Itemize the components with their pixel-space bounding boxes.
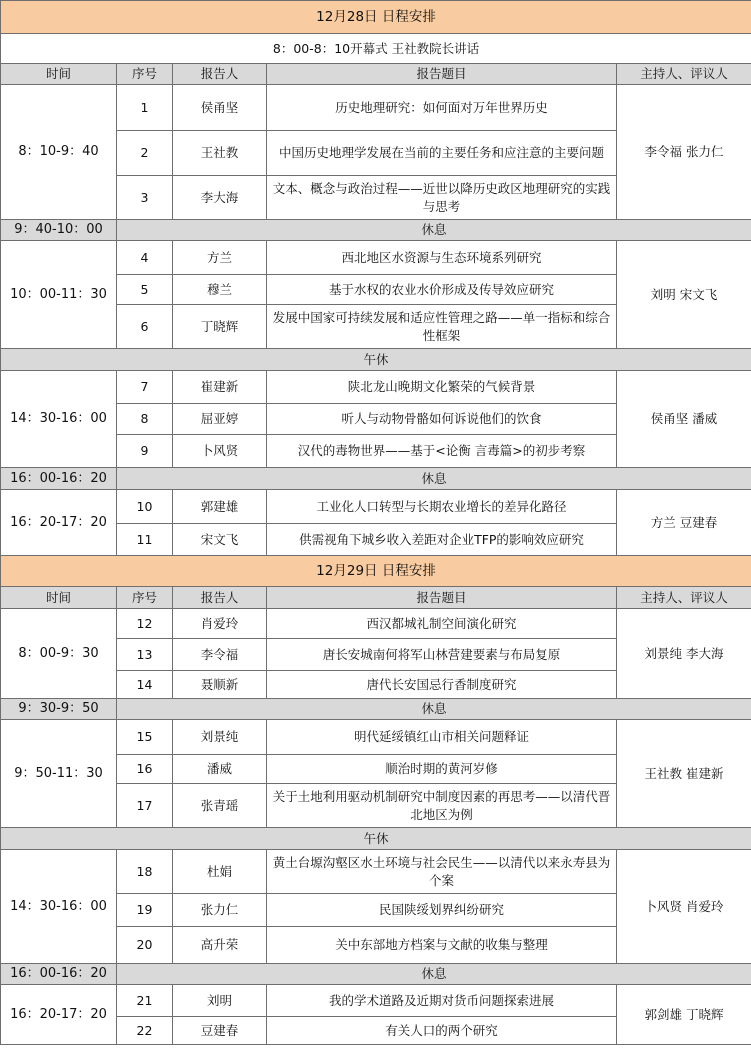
talk-speaker: 张力仁 [173, 894, 267, 927]
talk-topic: 黄土台塬沟壑区水土环境与社会民生——以清代以来永寿县为个案 [267, 850, 617, 894]
session-time: 8：00-9：30 [1, 609, 117, 699]
talk-speaker: 方兰 [173, 241, 267, 275]
talk-topic: 文本、概念与政治过程——近世以降历史政区地理研究的实践与思考 [267, 176, 617, 220]
session-host: 侯甬坚 潘威 [617, 371, 751, 468]
talk-no: 7 [117, 371, 173, 404]
session-host: 李令福 张力仁 [617, 85, 751, 220]
session-time: 9：50-11：30 [1, 720, 117, 828]
talk-topic: 我的学术道路及近期对货币问题探索进展 [267, 985, 617, 1017]
break-time: 9：40-10：00 [1, 220, 117, 241]
talk-topic: 明代延绥镇红山市相关问题释证 [267, 720, 617, 755]
break-row [1, 964, 751, 985]
break-label: 休息 [117, 220, 751, 241]
talk-topic: 关中东部地方档案与文献的收集与整理 [267, 927, 617, 964]
break-row [1, 699, 751, 720]
session-host: 方兰 豆建春 [617, 490, 751, 556]
talk-speaker: 穆兰 [173, 275, 267, 305]
talk-speaker: 侯甬坚 [173, 85, 267, 131]
talk-no: 18 [117, 850, 173, 894]
session-host: 卜风贤 肖爱玲 [617, 850, 751, 964]
table-row [1, 490, 751, 524]
talk-no: 10 [117, 490, 173, 524]
table-row [1, 985, 751, 1017]
table-row [1, 609, 751, 639]
talk-topic: 民国陕绥划界纠纷研究 [267, 894, 617, 927]
header-topic: 报告题目 [267, 587, 617, 609]
talk-speaker: 张青瑶 [173, 784, 267, 828]
talk-no: 17 [117, 784, 173, 828]
talk-topic: 西北地区水资源与生态环境系列研究 [267, 241, 617, 275]
talk-speaker: 卜风贤 [173, 435, 267, 468]
talk-topic: 唐代长安国忌行香制度研究 [267, 671, 617, 699]
talk-no: 20 [117, 927, 173, 964]
talk-no: 11 [117, 524, 173, 556]
talk-topic: 历史地理研究：如何面对万年世界历史 [267, 85, 617, 131]
header-speaker: 报告人 [173, 587, 267, 609]
talk-speaker: 肖爱玲 [173, 609, 267, 639]
session-time: 8：10-9：40 [1, 85, 117, 220]
talk-speaker: 聂顺新 [173, 671, 267, 699]
table-row [1, 85, 751, 131]
talk-topic: 唐长安城南何将军山林营建要素与布局复原 [267, 639, 617, 671]
header-no: 序号 [117, 587, 173, 609]
table-row [1, 850, 751, 894]
talk-speaker: 豆建春 [173, 1017, 267, 1045]
session-host: 王社教 崔建新 [617, 720, 751, 828]
talk-speaker: 刘景纯 [173, 720, 267, 755]
talk-topic: 工业化人口转型与长期农业增长的差异化路径 [267, 490, 617, 524]
lunch-break: 午休 [1, 349, 751, 371]
talk-speaker: 杜娟 [173, 850, 267, 894]
break-label: 休息 [117, 468, 751, 490]
talk-no: 9 [117, 435, 173, 468]
talk-topic: 有关人口的两个研究 [267, 1017, 617, 1045]
header-topic: 报告题目 [267, 64, 617, 85]
table-row [1, 720, 751, 755]
talk-no: 21 [117, 985, 173, 1017]
talk-no: 4 [117, 241, 173, 275]
talk-topic: 听人与动物骨骼如何诉说他们的饮食 [267, 404, 617, 435]
talk-no: 12 [117, 609, 173, 639]
talk-topic: 供需视角下城乡收入差距对企业TFP的影响效应研究 [267, 524, 617, 556]
talk-speaker: 崔建新 [173, 371, 267, 404]
talk-no: 19 [117, 894, 173, 927]
talk-speaker: 郭建雄 [173, 490, 267, 524]
talk-topic: 关于土地利用驱动机制研究中制度因素的再思考——以清代晋北地区为例 [267, 784, 617, 828]
talk-speaker: 李大海 [173, 176, 267, 220]
header-time: 时间 [1, 64, 117, 85]
break-row [1, 468, 751, 490]
talk-speaker: 高升荣 [173, 927, 267, 964]
session-host: 郭剑雄 丁晓辉 [617, 985, 751, 1045]
session-host: 刘景纯 李大海 [617, 609, 751, 699]
talk-topic: 中国历史地理学发展在当前的主要任务和应注意的主要问题 [267, 131, 617, 176]
table-row [1, 241, 751, 275]
session-time: 16：20-17：20 [1, 985, 117, 1045]
talk-no: 5 [117, 275, 173, 305]
table-header-row [1, 64, 751, 85]
session-time: 14：30-16：00 [1, 850, 117, 964]
header-time: 时间 [1, 587, 117, 609]
talk-speaker: 李令福 [173, 639, 267, 671]
session-time: 10：00-11：30 [1, 241, 117, 349]
header-host: 主持人、评议人 [617, 587, 751, 609]
break-label: 休息 [117, 699, 751, 720]
talk-topic: 西汉都城礼制空间演化研究 [267, 609, 617, 639]
talk-no: 16 [117, 755, 173, 784]
opening-ceremony: 8：00-8：10开幕式 王社教院长讲话 [1, 34, 751, 64]
talk-no: 2 [117, 131, 173, 176]
session-time: 14：30-16：00 [1, 371, 117, 468]
break-time: 16：00-16：20 [1, 964, 117, 985]
talk-topic: 发展中国家可持续发展和适应性管理之路——单一指标和综合性框架 [267, 305, 617, 349]
talk-topic: 汉代的毒物世界——基于<论衡 言毒篇>的初步考察 [267, 435, 617, 468]
talk-no: 8 [117, 404, 173, 435]
talk-no: 14 [117, 671, 173, 699]
talk-no: 15 [117, 720, 173, 755]
talk-no: 13 [117, 639, 173, 671]
break-label: 休息 [117, 964, 751, 985]
talk-speaker: 潘威 [173, 755, 267, 784]
talk-speaker: 丁晓辉 [173, 305, 267, 349]
talk-speaker: 宋文飞 [173, 524, 267, 556]
talk-speaker: 王社教 [173, 131, 267, 176]
break-row [1, 220, 751, 241]
talk-no: 6 [117, 305, 173, 349]
talk-topic: 陕北龙山晚期文化繁荣的气候背景 [267, 371, 617, 404]
talk-topic: 顺治时期的黄河岁修 [267, 755, 617, 784]
talk-topic: 基于水权的农业水价形成及传导效应研究 [267, 275, 617, 305]
header-host: 主持人、评议人 [617, 64, 751, 85]
session-time: 16：20-17：20 [1, 490, 117, 556]
talk-speaker: 刘明 [173, 985, 267, 1017]
table-row [1, 371, 751, 404]
talk-no: 3 [117, 176, 173, 220]
lunch-break: 午休 [1, 828, 751, 850]
talk-no: 22 [117, 1017, 173, 1045]
table-header-row [1, 587, 751, 609]
day2-title: 12月29日 日程安排 [1, 556, 751, 587]
header-no: 序号 [117, 64, 173, 85]
session-host: 刘明 宋文飞 [617, 241, 751, 349]
header-speaker: 报告人 [173, 64, 267, 85]
break-time: 16：00-16：20 [1, 468, 117, 490]
day1-title: 12月28日 日程安排 [1, 1, 751, 34]
talk-speaker: 屈亚婷 [173, 404, 267, 435]
break-time: 9：30-9：50 [1, 699, 117, 720]
talk-no: 1 [117, 85, 173, 131]
